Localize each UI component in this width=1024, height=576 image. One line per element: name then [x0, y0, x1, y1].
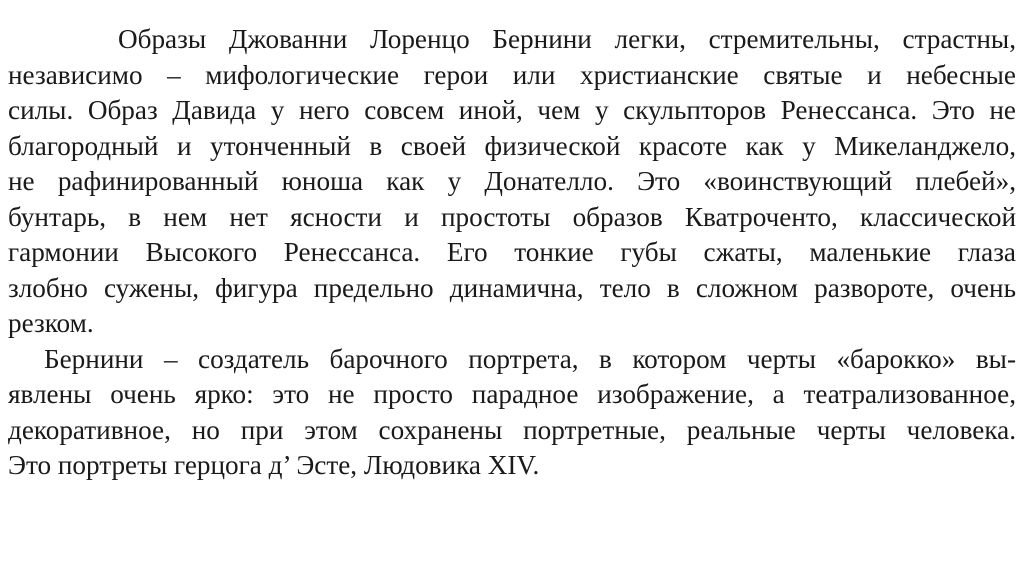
- paragraph-2-line-3: декоративное, но при этом сохранены портретные, реальные черты человека.: [8, 414, 1016, 445]
- paragraph-1: [8, 22, 1016, 342]
- paragraph-1-line-9: резком.: [8, 308, 94, 338]
- paragraph-2-line-2: явлены очень ярко: это не просто парадное изображение, а театрализованное,: [8, 379, 1016, 409]
- paragraph-1-line-4: благородный и утонченный в своей физической красоте как у Микеланджело,: [8, 130, 1016, 161]
- paragraph-2-line-1: Бернини – создатель барочного портрета, в котором черты «барокко» вы-: [44, 343, 1016, 374]
- document-page: [8, 22, 1016, 484]
- paragraph-1-line-1: Образы Джованни Лоренцо Бернини легки, стремительны, страстны,: [118, 24, 1016, 54]
- paragraph-2-line-4: Это портреты герцога д’ Эсте, Людовика XIV.: [8, 450, 540, 480]
- paragraph-1-line-3: силы. Образ Давида у него совсем иной, чем у скульпторов Ренессанса. Это не: [8, 95, 1016, 125]
- paragraph-1-line-2: независимо – мифологические герои или христианские святые и небесные: [8, 59, 1016, 90]
- paragraph-1-line-8: злобно сужены, фигура предельно динамична, тело в сложном развороте, очень: [8, 272, 1016, 303]
- paragraph-1-line-5: не рафинированный юноша как у Донателло. Это «воинствующий плебей»,: [8, 166, 1016, 196]
- paragraph-1-line-6: бунтарь, в нем нет ясности и простоты образов Кватроченто, классической: [8, 201, 1016, 232]
- paragraph-1-line-7: гармонии Высокого Ренессанса. Его тонкие губы сжаты, маленькие глаза: [8, 237, 1016, 267]
- paragraph-2: [8, 342, 1016, 484]
